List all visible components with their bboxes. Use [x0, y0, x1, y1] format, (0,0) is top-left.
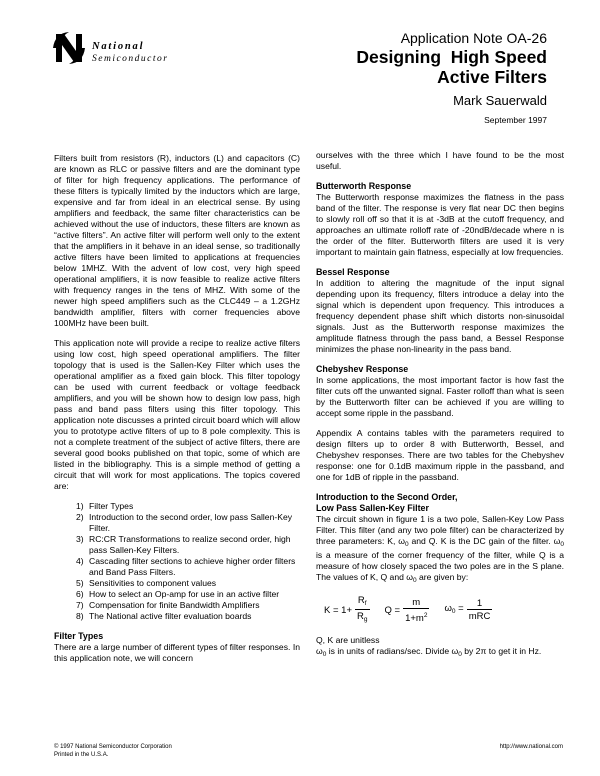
footer-url: http://www.national.com: [499, 744, 563, 750]
list-item: 6) How to select an Op-amp for use in an active filter: [76, 589, 280, 599]
equation-w-lhs: $\omega_0$ =: [444, 603, 464, 615]
heading-bessel: Bessel Response: [316, 267, 390, 277]
butterworth-paragraph: The Butterworth response maximizes the flatness in the pass band of the filter. The response is very flat near DC then begins to slowly roll off so that it is at -3dB at the cutoff frequency, and approaches an ultimate rolloff rate of -20ndB/decade where n is the order of the filter. Butterworth filters are used it is very important to maintain gain flatness, especially at low frequencies.: [316, 192, 564, 257]
parameter-equations: [324, 594, 564, 626]
footer-copyright: © 1997 National Semiconductor Corporation Printed in the U.S.A.: [54, 744, 172, 758]
appendix-paragraph: Appendix A contains tables with the parameters required to design filters up to order 8 with Butterworth, Bessel, and Chebyshev responses. There are two tables for the Chebyshev response: one for 0.1dB maximum ripple in the passband, and one for 1dB of ripple in the passband.: [316, 428, 564, 482]
logo-name: National: [92, 41, 145, 52]
bessel-paragraph: In addition to altering the magnitude of the input signal depending upon its frequency, filters introduce a delay into the signal which is dependent upon frequency. This introduces a frequency dependent phase shift which distorts non-sinusoidal signals. Just as the Butterworth response maximizes the amplitude flatness through the pass band, a Bessel Response minimizes the phase non-linearity in the pass band.: [316, 278, 564, 354]
publication-date: September 1997: [484, 115, 547, 125]
right-column: [316, 150, 564, 660]
units-note: $\omega_0$ is in units of radians/sec. Divide $\omega_0$ by 2π to get it in Hz.: [316, 646, 542, 658]
filter-types-paragraph: There are a large number of different types of filter responses. In this application note, we will concern: [54, 642, 300, 663]
list-item: 7) Compensation for finite Bandwidth Amplifiers: [76, 600, 260, 610]
equation-w-fraction: $\frac{1}{\text{mRC}}$: [468, 598, 491, 622]
continued-paragraph: ourselves with the three which I have found to be the most useful.: [316, 150, 564, 171]
heading-filter-types: Filter Types: [54, 631, 104, 641]
national-semiconductor-logo: [52, 27, 182, 77]
equation-k-fraction: $\frac{R_f}{R_g}$: [357, 595, 368, 623]
document-title-line2: Active Filters: [437, 67, 547, 87]
heading-intro-second-order: Introduction to the Second Order, Low Pass Sallen-Key Filter: [316, 492, 458, 513]
heading-chebyshev: Chebyshev Response: [316, 364, 409, 374]
list-item: 1) Filter Types: [76, 501, 134, 511]
logo-subtitle: Semiconductor: [92, 54, 169, 64]
heading-butterworth: Butterworth Response: [316, 181, 412, 191]
list-item: 4) Cascading filter sections to achieve higher order filters and Band Pass Filters.: [76, 556, 296, 577]
author: Mark Sauerwald: [453, 93, 547, 108]
list-item: 2) Introduction to the second order, low pass Sallen-Key Filter.: [76, 512, 293, 533]
equation-q-fraction: $\frac{m}{1+m^2}$: [405, 596, 428, 624]
intro-paragraph: Filters built from resistors (R), inductors (L) and capacitors (C) are known as RLC or passive filters and are the dominant type of filter for high frequency applications. The performance of these filters is typically limited by the inductors which are large, expensive and far from ideal in an electrical sense. By using amplifiers and feedback, the same filter characteristics can be achieved without the use of inductors, these filters are known as “active filters”. An active filter will perform well only to the extent that the amplifiers in it behave in an ideal sense, so traditionally active filters have been limited to applications at frequencies below 1MHZ. With the advent of low cost, very high speed operational amplifiers, it is now feasible to realize active filters with frequency ranges in the tens of MHZ. With some of the newer high speed amplifiers such as the CLC449 – a 1.2GHz bandwidth amplifier, filters with corner frequencies above 100MHz have been built.: [54, 153, 300, 328]
intro-second-order-paragraph: The circuit shown in figure 1 is a two pole, Sallen-Key Low Pass Filter. This filter (and any two pole filter) can be characterized by three parameters: K, $\omega_0$ and Q. K is the DC gain of the filter. $\omega_0$ is a measure of the corner frequency of the filter, while Q is a measure of how closely spaced the two poles are in the S plane. The values of K, Q and $\omega_0$ are given by:: [316, 514, 564, 584]
list-item: 5) Sensitivities to component values: [76, 578, 217, 588]
document-header: [356, 30, 547, 126]
recipe-paragraph: This application note will provide a recipe to realize active filters using low cost, high speed operational amplifiers. The filter topology that is used is the Sallen-Key Filter which uses the operational amplifier as a fixed gain block. This filter topology can be used with current feedback or voltage feedback amplifiers, and you will be shown how to design low pass, high pass and band pass filters using this filter topology. This application note discusses a printed circuit board which will allow you to prototype active filters of up to 8 pole complexity. This is not a complete treatment of the subject of active filters, there are several good books published on that topic, some of which are listed in the bibliography. This is a simple method of getting a circuit that will work for most applications. The topics covered are:: [54, 338, 301, 491]
list-item: 3) RC:CR Transformations to realize second order, high pass Sallen-Key Filters.: [76, 534, 291, 555]
list-item: 8) The National active filter evaluation boards: [76, 611, 252, 621]
equation-k-lhs: K = 1+: [324, 604, 352, 616]
topics-list: [76, 501, 300, 622]
document-title-line1: Designing High Speed: [356, 47, 547, 67]
unitless-note: Q, K are unitless: [316, 635, 380, 645]
equation-q-lhs: Q =: [384, 604, 401, 616]
application-note-number: Application Note OA-26: [400, 30, 547, 46]
national-logo-icon: [52, 29, 86, 67]
chebyshev-paragraph: In some applications, the most important factor is how fast the filter cuts off the unwanted signal. Faster rolloff than what is seen by the Butterworth filter can be achieved if you are willing to accept some ripple in the passband.: [316, 375, 564, 418]
left-column: [54, 153, 300, 664]
